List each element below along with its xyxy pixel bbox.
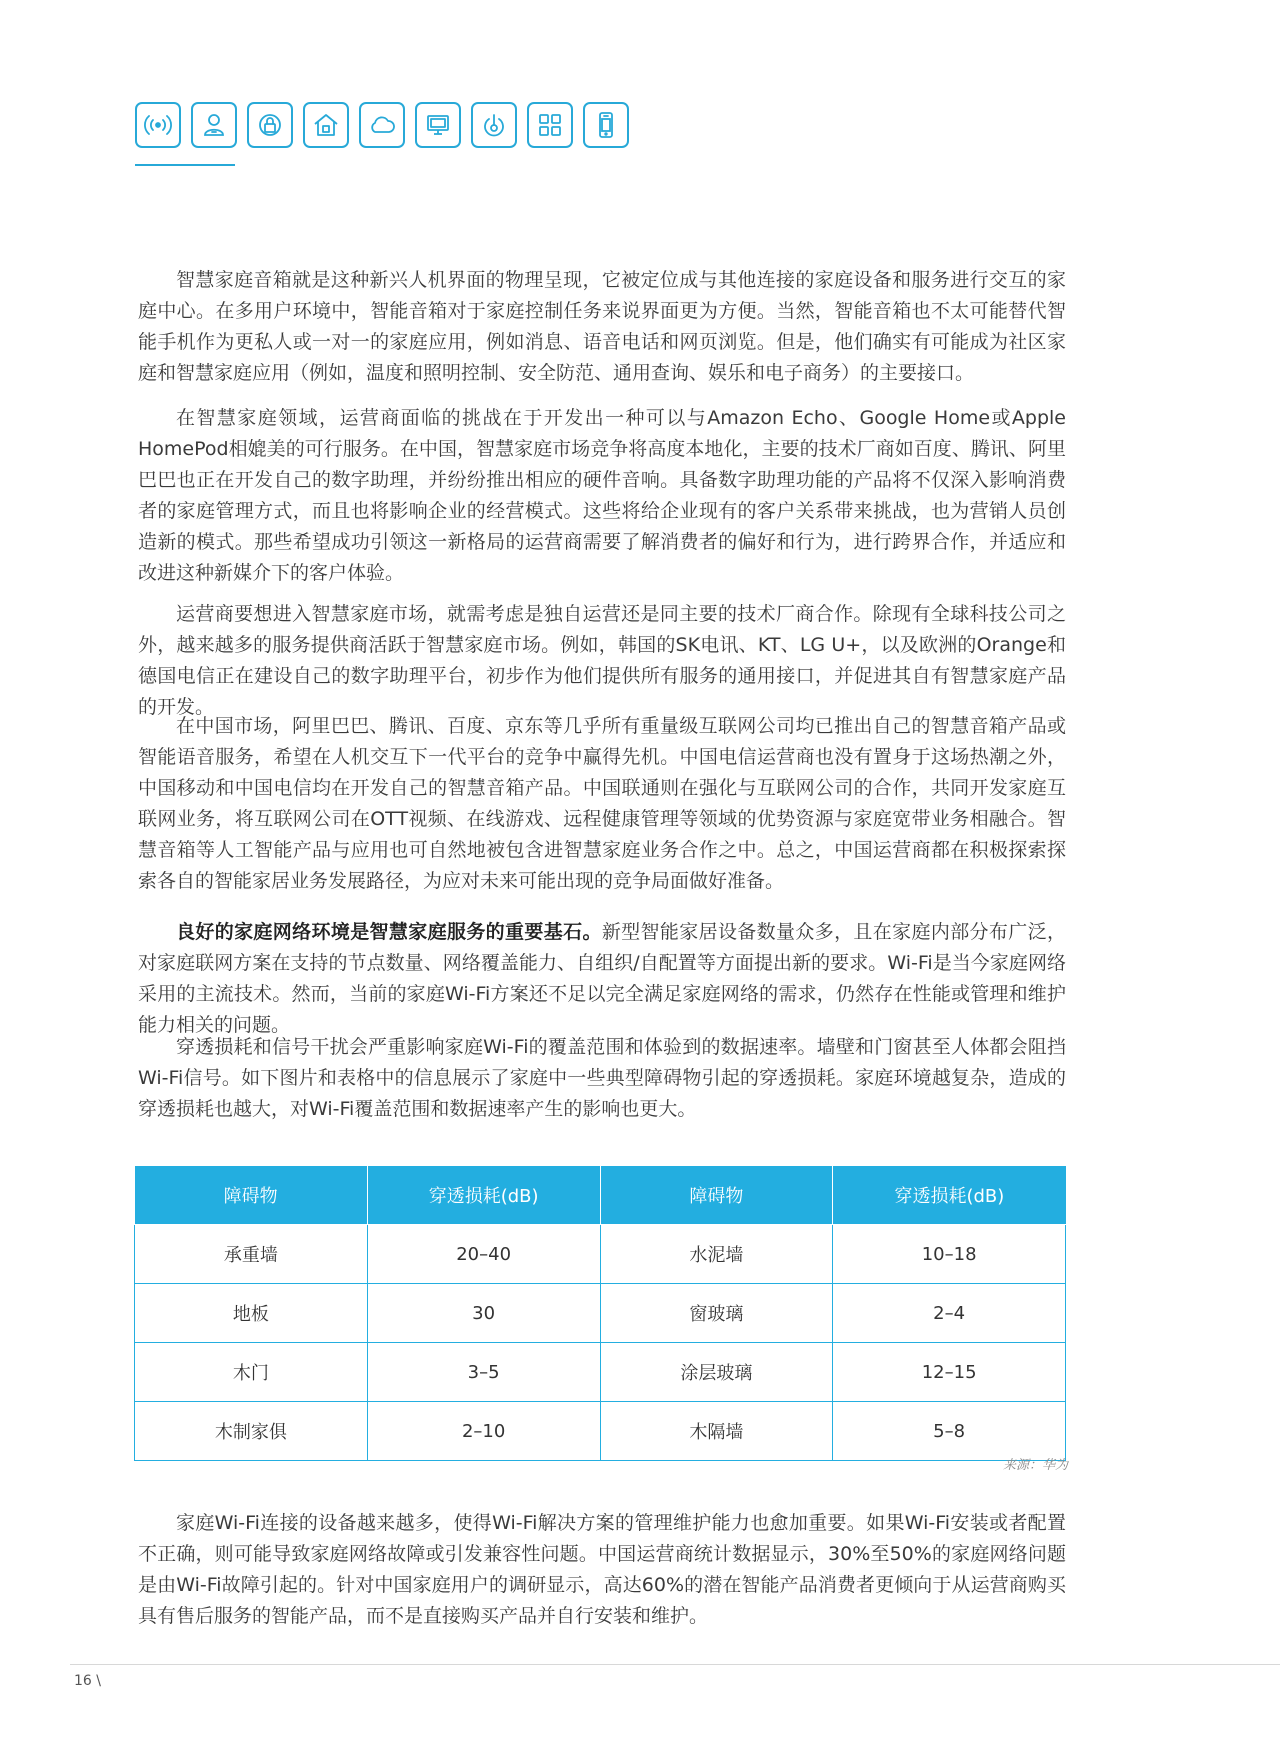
table-source-note: 来源：华为 <box>1002 1458 1068 1473</box>
lock-icon <box>247 102 293 148</box>
paragraph-2-text: 在智慧家庭领域，运营商面临的挑战在于开发出一种可以与Amazon Echo、Google Home或Apple HomePod相媲美的可行服务。在中国，智慧家庭市场竞争将高度本地化，主要的技术厂商如百度、腾讯、阿里巴巴也正在开发自己的数字助理，并纷纷推出相应的硬件音响。具备数字助理功能的产品将不仅深入影响消费者的家庭管理方式，而且也将影响企业的经营模式。这些将给企业现有的客户关系带来挑战，也为营销人员创造新的模式。那些希望成功引领这一新格局的运营商需要了解消费者的偏好和行为，进行跨界合作，并适应和改进这种新媒介下的客户体验。 <box>138 407 1066 584</box>
table-cell: 5–8 <box>833 1402 1066 1461</box>
paragraph-4-text: 在中国市场，阿里巴巴、腾讯、百度、京东等几乎所有重量级互联网公司均已推出自己的智慧音箱产品或智能语音服务，希望在人机交互下一代平台的竞争中赢得先机。中国电信运营商也没有置身于这场热潮之外，中国移动和中国电信均在开发自己的智慧音箱产品。中国联通则在强化与互联网公司的合作，共同开发家庭互联网业务，将互联网公司在OTT视频、在线游戏、远程健康管理等领域的优势资源与家庭宽带业务相融合。智慧音箱等人工智能产品与应用也可自然地被包含进智慧家庭业务合作之中。总之，中国运营商都在积极探索探索各自的智能家居业务发展路径，为应对未来可能出现的竞争局面做好准备。 <box>138 715 1066 892</box>
home-icon <box>303 102 349 148</box>
table-cell: 2–4 <box>833 1284 1066 1343</box>
page-number: 16 \ <box>74 1673 101 1689</box>
table-cell: 10–18 <box>833 1225 1066 1284</box>
smartphone-icon <box>583 102 629 148</box>
paragraph-5-bold: 良好的家庭网络环境是智慧家庭服务的重要基石。 <box>176 921 602 943</box>
table-cell: 木制家俱 <box>135 1402 368 1461</box>
paragraph-1-text: 智慧家庭音箱就是这种新兴人机界面的物理呈现，它被定位成与其他连接的家庭设备和服务进行交互的家庭中心。在多用户环境中，智能音箱对于家庭控制任务来说界面更为方便。当然，智能音箱也不太可能替代智能手机作为更私人或一对一的家庭应用，例如消息、语音电话和网页浏览。但是，他们确实有可能成为社区家庭和智慧家庭应用（例如，温度和照明控制、安全防范、通用查询、娱乐和电子商务）的主要接口。 <box>138 269 1066 384</box>
table-header-cell: 穿透损耗(dB) <box>367 1166 600 1225</box>
wifi-signal-icon <box>135 102 181 148</box>
table-header-cell: 障碍物 <box>600 1166 833 1225</box>
header-accent-line <box>135 164 235 166</box>
table-header-cell: 障碍物 <box>135 1166 368 1225</box>
header-icon-row <box>135 102 629 148</box>
paragraph-1 <box>138 265 1066 389</box>
paragraph-3-text: 运营商要想进入智慧家庭市场，就需考虑是独自运营还是同主要的技术厂商合作。除现有全球科技公司之外，越来越多的服务提供商活跃于智慧家庭市场。例如，韩国的SK电讯、KT、LG U+，以及欧洲的Orange和德国电信正在建设自己的数字助理平台，初步作为他们提供所有服务的通用接口，并促进其自有智慧家庭产品的开发。 <box>138 603 1066 718</box>
cloud-icon <box>359 102 405 148</box>
table-cell: 水泥墙 <box>600 1225 833 1284</box>
table-cell: 30 <box>367 1284 600 1343</box>
table-row <box>135 1402 1066 1461</box>
table-cell: 3–5 <box>367 1343 600 1402</box>
table-cell: 12–15 <box>833 1343 1066 1402</box>
table-cell: 涂层玻璃 <box>600 1343 833 1402</box>
table-row <box>135 1225 1066 1284</box>
table-cell: 20–40 <box>367 1225 600 1284</box>
paragraph-4 <box>138 711 1066 897</box>
paragraph-5 <box>138 917 1066 1041</box>
paragraph-6 <box>138 1032 1066 1125</box>
table-header-cell: 穿透损耗(dB) <box>833 1166 1066 1225</box>
table-row <box>135 1343 1066 1402</box>
table-row <box>135 1284 1066 1343</box>
penetration-loss-table <box>134 1166 1066 1461</box>
table-cell: 木隔墙 <box>600 1402 833 1461</box>
power-icon <box>471 102 517 148</box>
table-header-row <box>135 1166 1066 1225</box>
paragraph-5-text <box>138 917 1066 1041</box>
paragraph-5-rest: 新型智能家居设备数量众多，且在家庭内部分布广泛，对家庭联网方案在支持的节点数量、网络覆盖能力、自组织/自配置等方面提出新的要求。Wi-Fi是当今家庭网络采用的主流技术。然而，当前的家庭Wi-Fi方案还不足以完全满足家庭网络的需求，仍然存在性能或管理和维护能力相关的问题。 <box>138 921 1066 1036</box>
footer-divider <box>70 1664 1280 1665</box>
table-cell: 地板 <box>135 1284 368 1343</box>
table-cell: 2–10 <box>367 1402 600 1461</box>
monitor-icon <box>415 102 461 148</box>
paragraph-7 <box>138 1508 1066 1632</box>
table-cell: 木门 <box>135 1343 368 1402</box>
table-cell: 承重墙 <box>135 1225 368 1284</box>
paragraph-7-text: 家庭Wi-Fi连接的设备越来越多，使得Wi-Fi解决方案的管理维护能力也愈加重要。如果Wi-Fi安装或者配置不正确，则可能导致家庭网络故障或引发兼容性问题。中国运营商统计数据显示，30%至50%的家庭网络问题是由Wi-Fi故障引起的。针对中国家庭用户的调研显示，高达60%的潜在智能产品消费者更倾向于从运营商购买具有售后服务的智能产品，而不是直接购买产品并自行安装和维护。 <box>138 1512 1066 1627</box>
user-icon <box>191 102 237 148</box>
paragraph-6-text: 穿透损耗和信号干扰会严重影响家庭Wi-Fi的覆盖范围和体验到的数据速率。墙壁和门窗甚至人体都会阻挡Wi-Fi信号。如下图片和表格中的信息展示了家庭中一些典型障碍物引起的穿透损耗。家庭环境越复杂，造成的穿透损耗也越大，对Wi-Fi覆盖范围和数据速率产生的影响也更大。 <box>138 1036 1066 1120</box>
paragraph-3 <box>138 599 1066 723</box>
paragraph-2 <box>138 403 1066 589</box>
table-cell: 窗玻璃 <box>600 1284 833 1343</box>
apps-grid-icon <box>527 102 573 148</box>
